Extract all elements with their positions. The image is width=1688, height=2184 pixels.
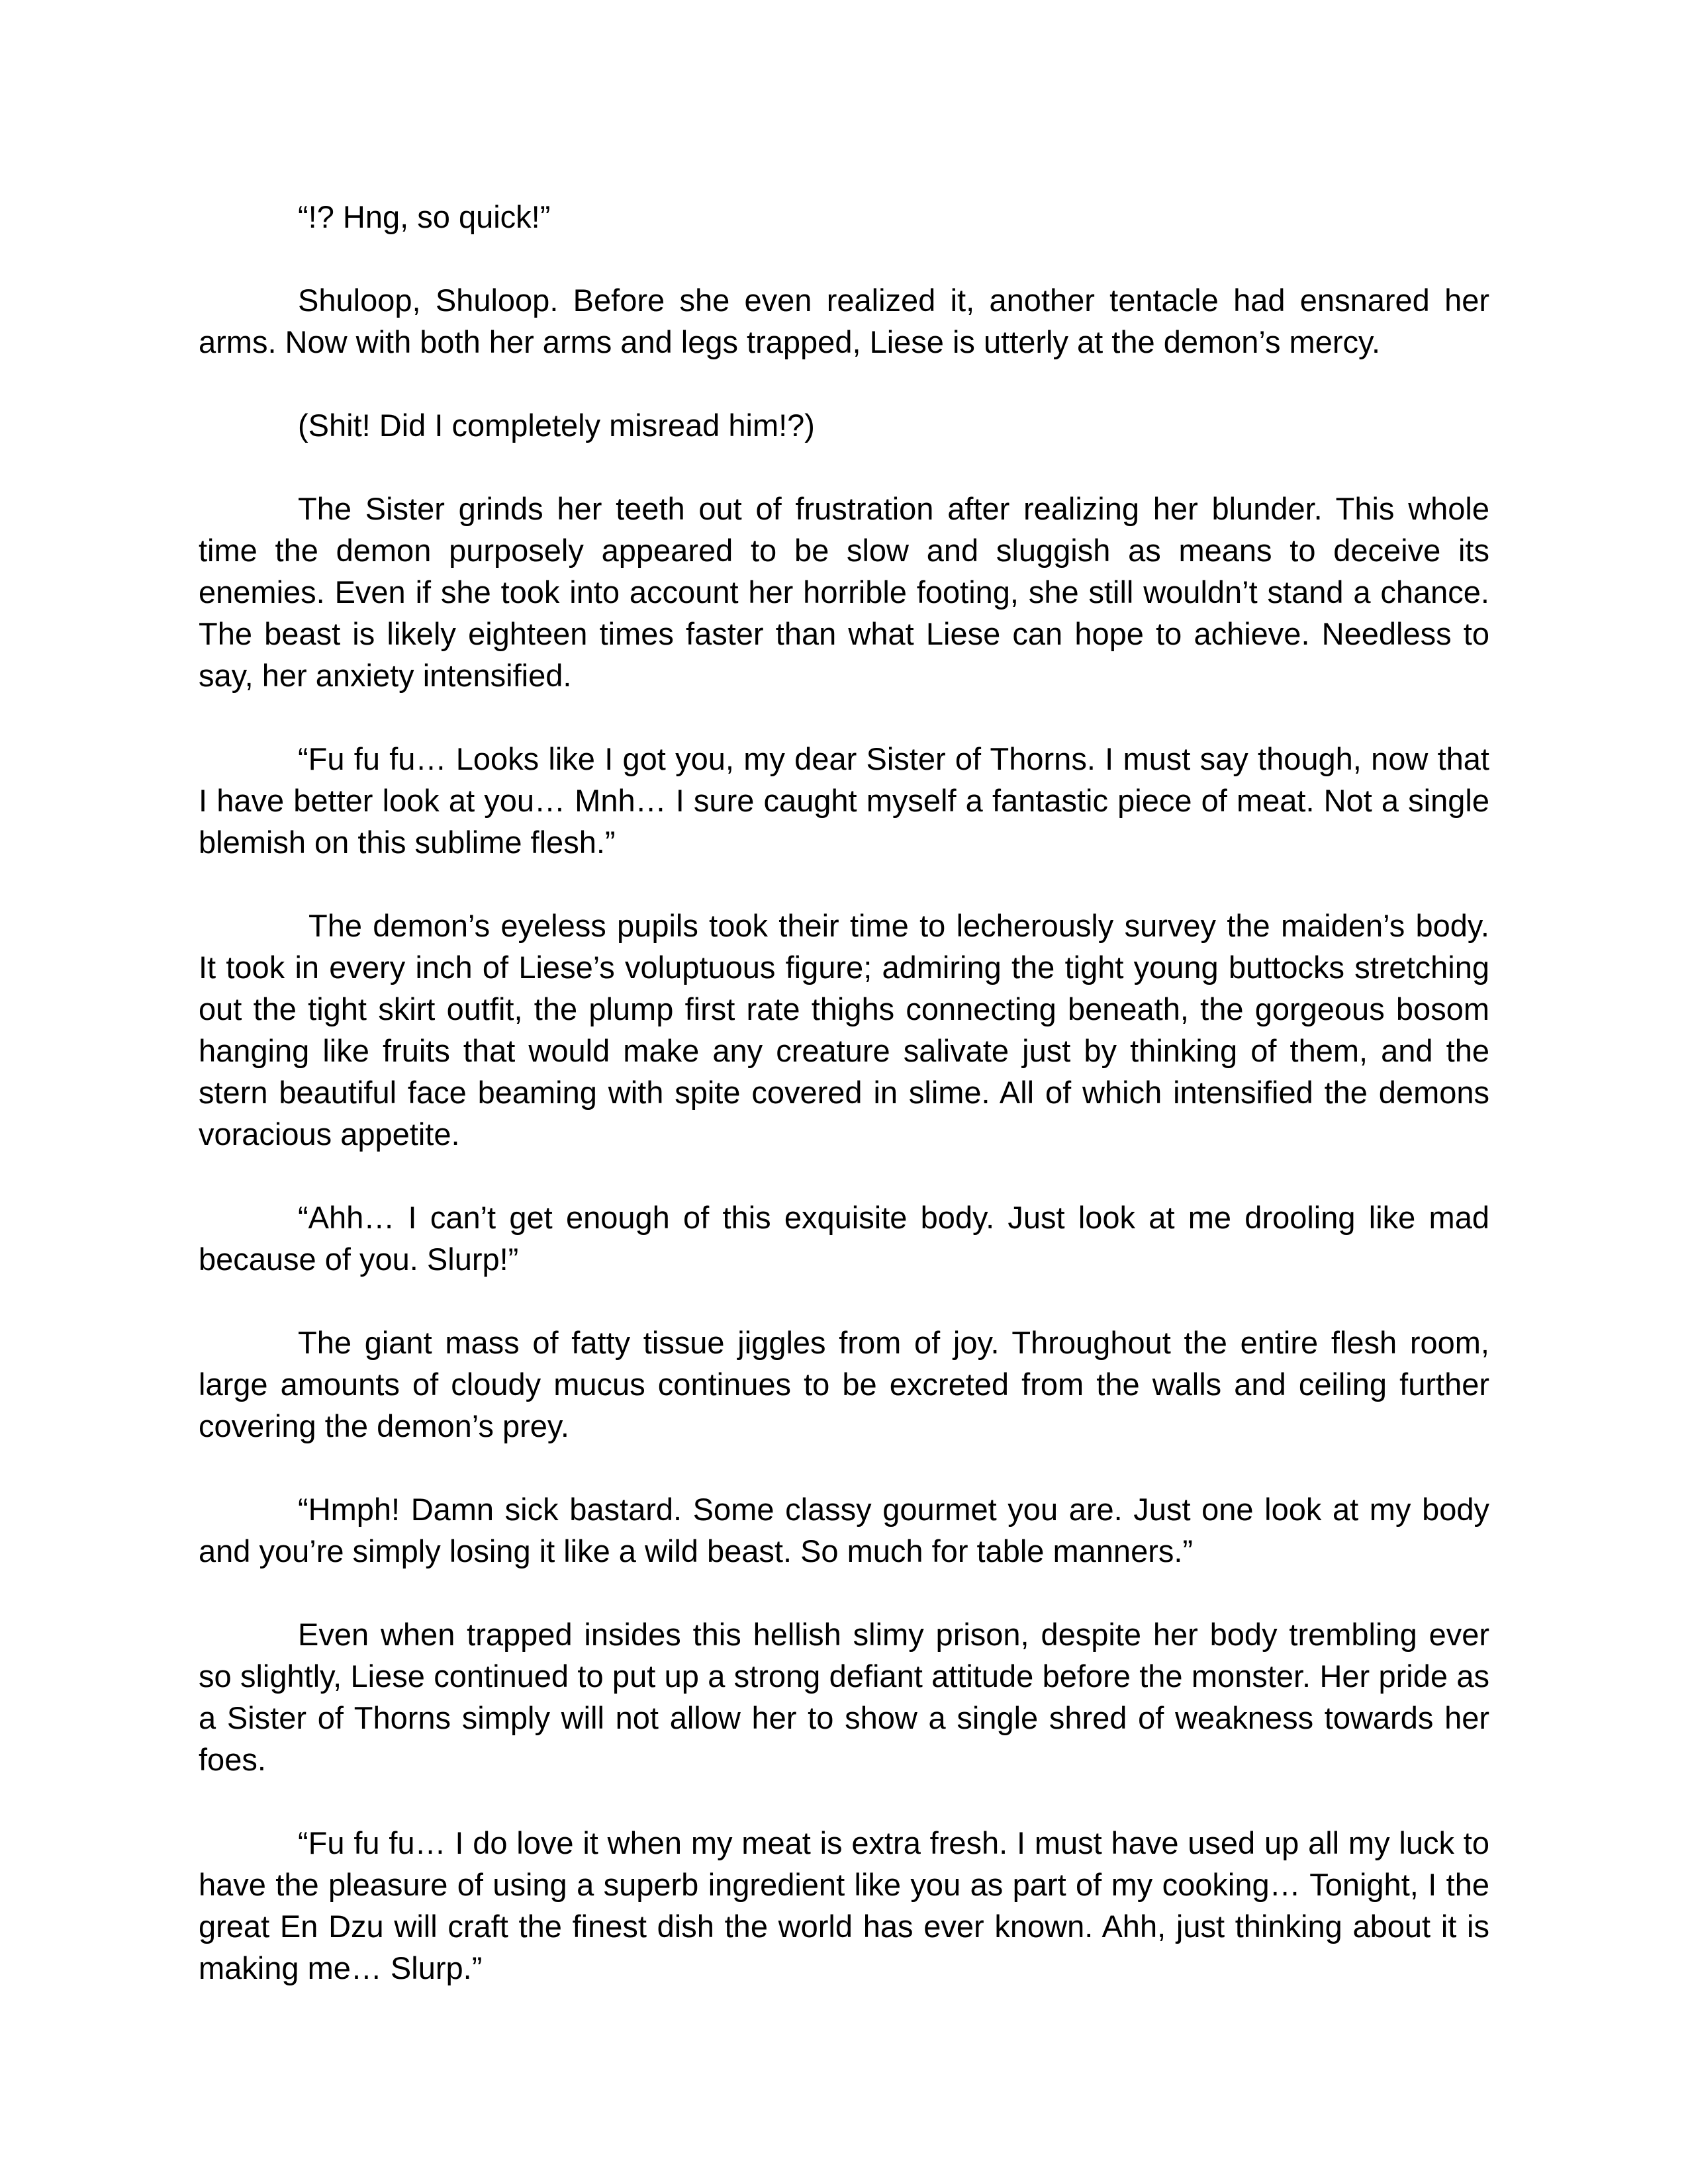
paragraph: The demon’s eyeless pupils took their time to lecherously survey the maiden’s body. It took in every inch of Liese’s voluptuous figure; admiring the tight young buttocks stretching out the tight skirt outfit, the plump first rate thighs connecting beneath, the gorgeous bosom hanging like fruits that would make any creature salivate just by thinking of them, and the stern beautiful face beaming with spite covered in slime. All of which intensified the demons voracious appetite. — [199, 908, 1489, 1152]
paragraph: “Hmph! Damn sick bastard. Some classy gourmet you are. Just one look at my body and you’re simply losing it like a wild beast. So much for table manners.” — [199, 1492, 1489, 1569]
paragraph: The Sister grinds her teeth out of frustration after realizing her blunder. This whole time the demon purposely appeared to be slow and sluggish as means to deceive its enemies. Even if she took into account her horrible footing, she still wouldn’t stand a chance. The beast is likely eighteen times faster than what Liese can hope to achieve. Needless to say, her anxiety intensified. — [199, 491, 1489, 693]
paragraph: “!? Hng, so quick!” — [298, 199, 551, 234]
paragraph: “Ahh… I can’t get enough of this exquisite body. Just look at me drooling like mad because of you. Slurp!” — [199, 1200, 1489, 1277]
paragraph: (Shit! Did I completely misread him!?) — [298, 408, 815, 443]
paragraph: “Fu fu fu… Looks like I got you, my dear Sister of Thorns. I must say though, now that I have better look at you… Mnh… I sure caught myself a fantastic piece of meat. Not a single blemish on this sublime flesh.” — [199, 741, 1489, 860]
document-body — [199, 196, 1489, 1989]
paragraph: “Fu fu fu… I do love it when my meat is extra fresh. I must have used up all my luck to have the pleasure of using a superb ingredient like you as part of my cooking… Tonight, I the great En Dzu will craft the finest dish the world has ever known. Ahh, just thinking about it is making me… Slurp.” — [199, 1825, 1489, 1985]
paragraph: Even when trapped insides this hellish slimy prison, despite her body trembling ever so slightly, Liese continued to put up a strong defiant attitude before the monster. Her pride as a Sister of Thorns simply will not allow her to show a single shred of weakness towards her foes. — [199, 1617, 1489, 1777]
paragraph: The giant mass of fatty tissue jiggles from of joy. Throughout the entire flesh room, large amounts of cloudy mucus continues to be excreted from the walls and ceiling further covering the demon’s prey. — [199, 1325, 1489, 1443]
paragraph: Shuloop, Shuloop. Before she even realized it, another tentacle had ensnared her arms. Now with both her arms and legs trapped, Liese is utterly at the demon’s mercy. — [199, 283, 1489, 359]
